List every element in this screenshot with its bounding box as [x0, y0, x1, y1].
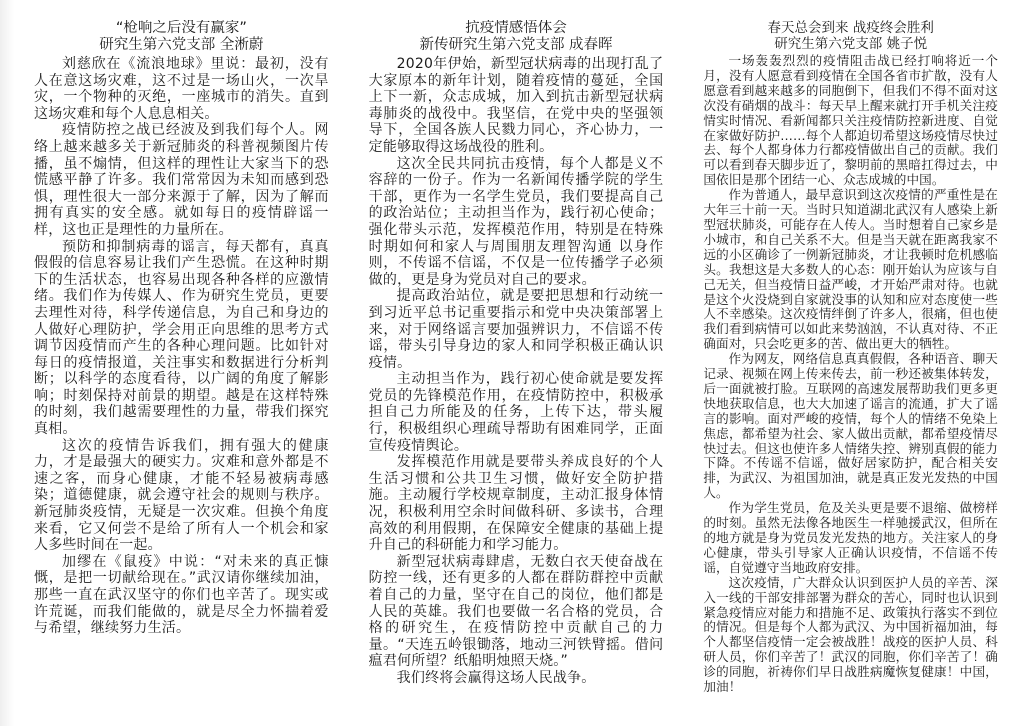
article-paragraph: 提高政治站位，就是要把思想和行动统一到习近平总书记重要指示和党中央决策部署上来，对于网络谣言要加强辨识力，不信谣不传谣，带头引导身边的家人和同学积极正确认识疫情。 [368, 288, 664, 371]
article-byline: 研究生第六党支部 姚子悦 [774, 36, 928, 52]
article-paragraph: 主动担当作为，践行初心使命就是要发挥党员的先锋模范作用，在疫情防控中，积极承担自己力所能及的任务，上传下达，带头履行，积极组织心理疏导帮助有困难同学，正面宣传疫情舆论。 [368, 371, 664, 454]
article-paragraph: 这次疫情，广大群众认识到医护人员的辛苦、深入一线的干部安排部署为群众的苦心，同时也认识到紧急疫情应对能力和措施不足、政策执行落实不到位的情况。但是每个人都为武汉、为中国祈福加油，每个人都坚信疫情一定会被战胜！战疫的医护人员、科研人员，你们辛苦了！武汉的同胞，你们辛苦了！确诊的同胞，祈祷你们早日战胜病魔恢复健康！中国，加油！ [703, 574, 999, 695]
article-paragraph: 发挥模范作用就是要带头养成良好的个人生活习惯和公共卫生习惯，做好安全防护措施。主动履行学校规章制度，主动汇报身体情况，积极利用空余时间做科研、多读书，合理高效的利用假期，在保障安全健康的基础上提升自己的科研能力和学习能力。 [368, 454, 664, 554]
article-paragraph: 新型冠状病毒肆虐，无数白衣天使奋战在防控一线，还有更多的人都在群防群控中贡献着自己的力量，坚守在自己的岗位，他们都是人民的英雄。我们也要做一名合格的党员，合格的研究生，在疫情防控中贡献自己的力量。“天连五岭银锄落，地动三河铁臂摇。借问瘟君何所望？纸船明烛照天烧。” [368, 553, 664, 670]
article-paragraph: 我们终将会赢得这场人民战争。 [396, 669, 596, 686]
article-paragraph: 作为学生党员，危及关头更是要不退缩、做榜样的时刻。虽然无法像各地医生一样驰援武汉，但所在的地方就是身为党员发光发热的地方。关注家人的身心健康，带头引导家人正确认识疫情，不信谣不传谣，自觉遵守当地政府安排。 [703, 500, 999, 575]
article-column-1 [34, 20, 329, 726]
article-title: “枪响之后没有赢家” [115, 20, 247, 36]
article-column-2 [369, 20, 664, 726]
article-paragraph: 一场轰轰烈烈的疫情阻击战已经打响将近一个月，没有人愿意看到疫情在全国各省市扩散，没有人愿意看到越来越多的同胞倒下，但我们不得不面对这次没有硝烟的战斗：每天早上醒来就打开手机关注疫情实时情况、看新闻都只关注疫情防控新进度、自觉在家做好防护……每个人都迫切希望这场疫情尽快过去、每个人都身体力行都疫情做出自己的贡献。我们可以看到春天脚步近了，黎明前的黑暗扛得过去，中国依旧是那个团结一心、众志成城的中国。 [703, 53, 999, 188]
article-byline: 新传研究生第六党支部 成春晖 [419, 37, 613, 53]
article-title: 春天总会到来 战疫终会胜利 [767, 20, 934, 36]
article-column-3 [703, 20, 998, 726]
article-paragraph: 这次的疫情告诉我们，拥有强大的健康力，才是最强大的硬实力。灾难和意外都是不速之客，而身心健康，才能不轻易被病毒感染；道德健康，就会遵守社会的规则与秩序。新冠肺炎疫情，无疑是一次灾难。但换个角度来看，它又何尝不是给了所有人一个机会和家人多些时间在一起。 [34, 437, 329, 554]
article-paragraph: 这次全民共同抗击疫情，每个人都是义不容辞的一份子。作为一名新闻传播学院的学生干部，更作为一名学生党员，我们要提高自己的政治站位；主动担当作为，践行初心使命；强化带头示范，发挥模范作用，特别是在特殊时期如何和家人与周围朋友理智沟通 以身作则，不传谣不信谣，不仅是一位传播学子必须做的，更是身为党员对自己的要求。 [368, 155, 664, 288]
article-paragraph: 作为普通人，最早意识到这次疫情的严重性是在大年三十前一天。当时只知道湖北武汉有人感染上新型冠状肺炎，可能存在人传人。当时想着自己家乡是小城市，和自己关系不大。但是当天就在距离我家不远的小区确诊了一例新冠肺炎，才让我顿时危机感临头。我想这是大多数人的心态：刚开始认为应该与自己无关，但当疫情日益严峻，才开始严肃对待。也就是这个火没烧到自家就没事的认知和应对态度使一些人不幸感染。这次疫情绊倒了许多人，很痛，但也使我们看到病情可以如此来势汹汹，不认真对待、不正确面对，只会吃更多的苦、做出更大的牺牲。 [703, 187, 999, 352]
article-paragraph: 疫情防控之战已经波及到我们每个人。网络上越来越多关于新冠肺炎的科普视频图片传播，虽不煽情，但这样的理性让大家当下的恐慌感平静了许多。我们常常因为未知而感到恐惧，理性很大一部分来源于了解，因为了解而拥有真实的安全感。就如每日的疫情辟谣一样，这也正是理性的力量所在。 [34, 122, 329, 238]
article-paragraph: 刘慈欣在《流浪地球》里说：最初，没有人在意这场灾难，这不过是一场山火，一次旱灾，一个物种的灭绝，一座城市的消失。直到这场灾难和每个人息息相关。 [34, 56, 329, 122]
article-byline: 研究生第六党支部 全淅蔚 [99, 37, 264, 53]
article-title: 抗疫情感悟体会 [465, 20, 567, 36]
article-paragraph: 预防和抑制病毒的谣言，每天都有，真真假假的信息容易让我们产生恐慌。在这种时期下的生活状态，也容易出现各种各样的应激情绪。我们作为传媒人、作为研究生党员，更要去理性对待，科学传递信息，为自己和身边的人做好心理防护，学会用正向思维的思考方式调节因疫情而产生的各种心理问题。比如针对每日的疫情报道，关注事实和数据进行分析判断；以科学的态度看待，以广阔的角度了解影响；时刻保持对前景的期望。越是在这样特殊的时刻，我们越需要理性的力量，带我们探究真相。 [34, 238, 329, 438]
article-paragraph: 作为网友，网络信息真真假假，各种语音、聊天记录、视频在网上传来传去，前一秒还被集体转发，后一面就被打脸。互联网的高速发展帮助我们更多更快地获取信息，也大大加速了谣言的流通，扩大了谣言的影响。面对严峻的疫情，每个人的情绪不免染上焦虑，都希望为社会、家人做出贡献，都希望疫情尽快过去。但这也使许多人情绪失控、辨别真假的能力下降。不传谣不信谣，做好居家防护，配合相关安排，为武汉、为祖国加油，就是真正发光发热的中国人。 [703, 351, 999, 501]
article-paragraph: 加缪在《鼠疫》中说：“对未来的真正慷慨，是把一切献给现在。”武汉请你继续加油，那些一直在武汉坚守的你们也辛苦了。现实或许荒诞，而我们能做的，就是尽全力怀揣着爱与希望，继续努力生活。 [34, 553, 329, 637]
article-paragraph: 2020年伊始，新型冠状病毒的出现打乱了大家原本的新年计划，随着疫情的蔓延，全国上下一新，众志成城，加入到抗击新型冠状病毒肺炎的战役中。我坚信，在党中央的坚强领导下，全国各族人民戮力同心，齐心协力，一定能够取得这场战役的胜利。 [368, 56, 664, 155]
